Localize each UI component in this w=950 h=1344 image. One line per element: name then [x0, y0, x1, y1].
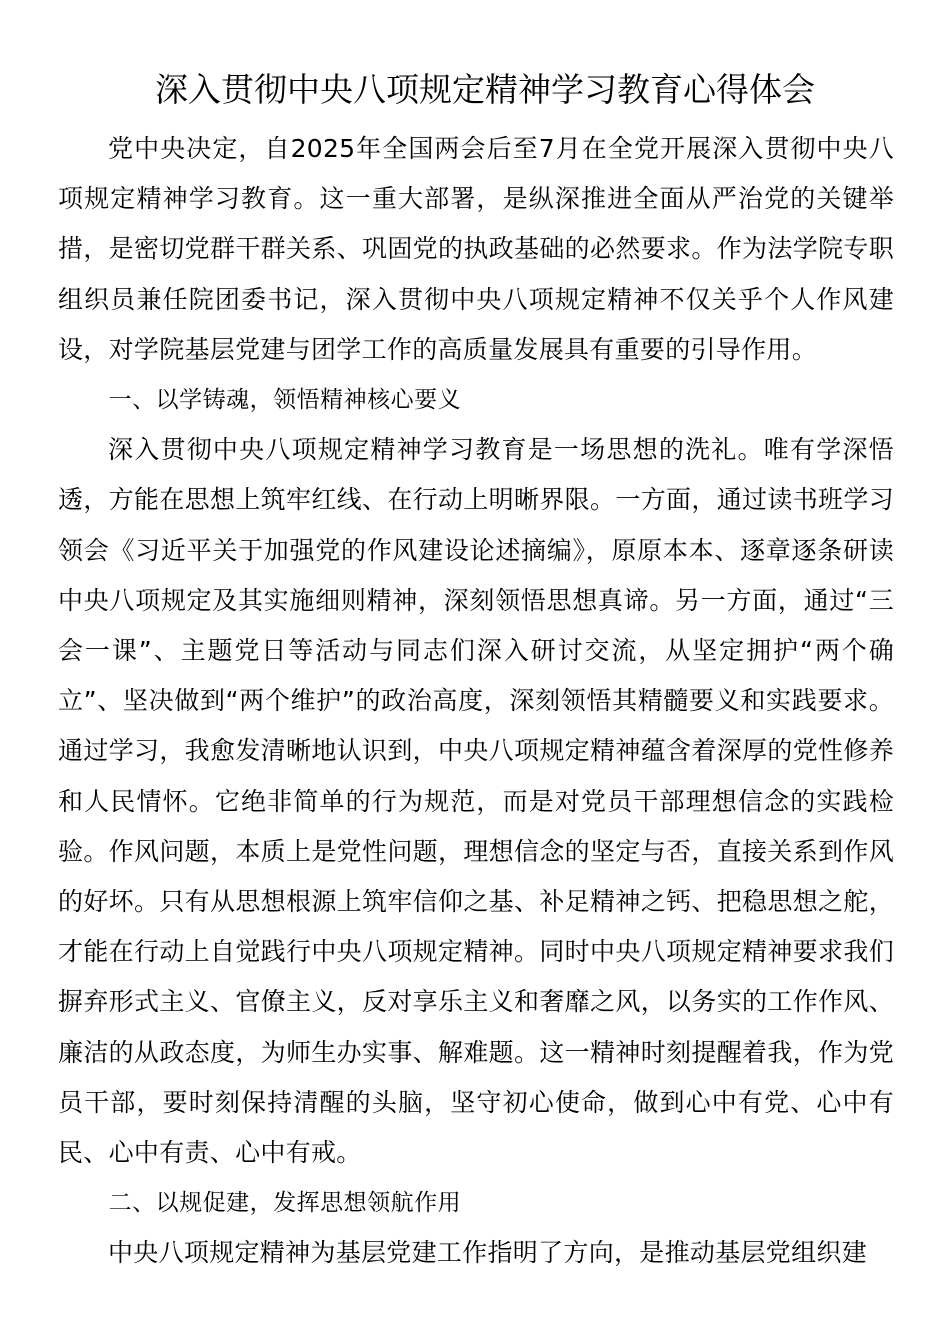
document-title: 深入贯彻中央八项规定精神学习教育心得体会 [155, 70, 815, 109]
section-heading-1: 一、以学铸魂，领悟精神核心要义 [108, 387, 462, 414]
section-heading-2: 二、以规促建，发挥思想领航作用 [108, 1190, 462, 1217]
paragraph-section-1: 深入贯彻中央八项规定精神学习教育是一场思想的洗礼。唯有学深悟透，方能在思想上筑牢红线、在行动上明晰界限。一方面，通过读书班学习领会《习近平关于加强党的作风建设论述摘编》，原原本本、逐章逐条研读中央八项规定及其实施细则精神，深刻领悟思想真谛。另一方面，通过“三会一课”、主题党日等活动与同志们深入研讨交流，从坚定拥护“两个确立”、坚决做到“两个维护”的政治高度，深刻领悟其精髓要义和实践要求。通过学习，我愈发清晰地认识到，中央八项规定精神蕴含着深厚的党性修养和人民情怀。它绝非简单的行为规范，而是对党员干部理想信念的实践检验。作风问题，本质上是党性问题，理想信念的坚定与否，直接关系到作风的好坏。只有从思想根源上筑牢信仰之基、补足精神之钙、把稳思想之舵，才能在行动上自觉践行中央八项规定精神。同时中央八项规定精神要求我们摒弃形式主义、官僚主义，反对享乐主义和奢靡之风，以务实的工作作风、廉洁的从政态度，为师生办实事、解难题。这一精神时刻提醒着我，作为党员干部，要时刻保持清醒的头脑，坚守初心使命，做到心中有党、心中有民、心中有责、心中有戒。 [58, 435, 894, 1168]
paragraph-intro: 党中央决定，自2025年全国两会后至7月在全党开展深入贯彻中央八项规定精神学习教育。这一重大部署，是纵深推进全面从严治党的关键举措，是密切党群干群关系、巩固党的执政基础的必然要求。作为法学院专职组织员兼任院团委书记，深入贯彻中央八项规定精神不仅关乎个人作风建设，对学院基层党建与团学工作的高质量发展具有重要的引导作用。 [58, 134, 894, 364]
document-page [58, 64, 894, 1279]
paragraph-section-2: 中央八项规定精神为基层党建工作指明了方向，是推动基层党组织建 [108, 1238, 868, 1268]
